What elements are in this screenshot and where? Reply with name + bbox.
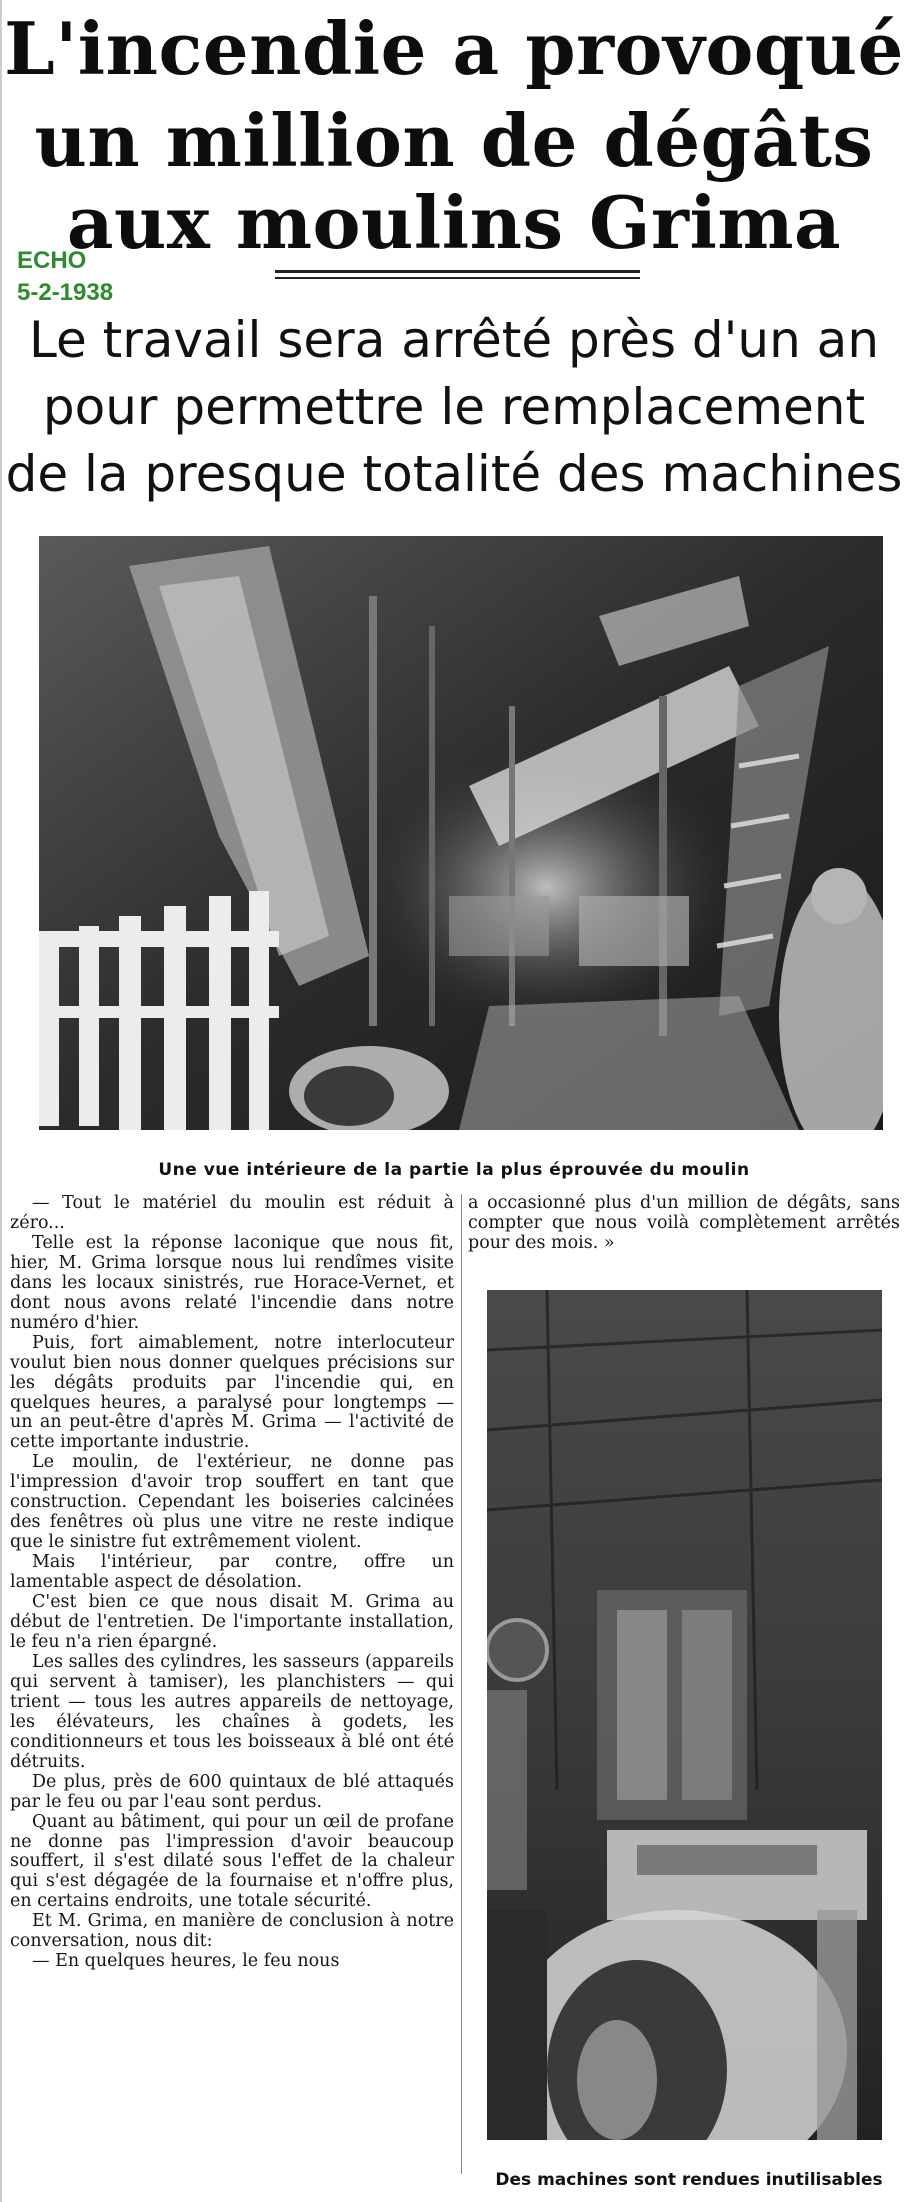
subheadline-line-1: Le travail sera arrêté près d'un an (28, 311, 880, 369)
paragraph: Puis, fort aimablement, notre interlocuteur voulut bien nous donner quelques précisions sur les dégâts produits par l'incendie qui, en quelques heures, a paralysé pour longtemps — un an peut-être d'après M. Grima — l'activité de cette importante industrie. (10, 1332, 454, 1453)
side-photo-caption: Des machines sont rendues inutilisables (495, 2170, 883, 2190)
paragraph: Et M. Grima, en manière de conclusion à notre conversation, nous dit: (10, 1911, 454, 1952)
double-rule-divider (275, 270, 640, 279)
subheadline-line-3: de la presque totalité des machines (5, 445, 903, 503)
mill-interior-photo (39, 536, 883, 1130)
paragraph: Le moulin, de l'extérieur, ne donne pas l'impression d'avoir trop souffert en tant que construction. Cependant les boiseries calcinées des fenêtres où plus une vitre ne reste indique que le sinistre fut extrêmement violent. (10, 1452, 454, 1553)
column-divider (461, 1194, 462, 2174)
paragraph: Quant au bâtiment, qui pour un œil de profane ne donne pas l'impression d'avoir beaucoup souffert, il s'est dilaté sous l'effet de la chaleur qui s'est dégagée de la fournaise et n'offre plus, en certains endroits, une totale sécurité. (10, 1811, 454, 1912)
headline-line-3: aux moulins Grima (66, 180, 842, 265)
paragraph: De plus, près de 600 quintaux de blé attaqués par le feu ou par l'eau sont perdus. (10, 1771, 454, 1812)
paragraph: Mais l'intérieur, par contre, offre un lamentable aspect de désolation. (10, 1552, 454, 1593)
paragraph: Telle est la réponse laconique que nous fit, hier, M. Grima lorsque nous lui rendîmes visite dans les locaux sinistrés, rue Horace-Vernet, et dont nous avons relaté l'incendie dans notre numéro d'hier. (10, 1232, 454, 1333)
machines-photo (487, 1290, 882, 2140)
top-photo-caption: Une vue intérieure de la partie la plus éprouvée du moulin (158, 1160, 750, 1180)
subheadline-line-2: pour permettre le remplacement (42, 378, 866, 436)
headline-line-2: un million de dégâts (34, 98, 874, 183)
date-stamp: 5-2-1938 (17, 279, 114, 306)
paragraph-continuation: a occasionné plus d'un million de dégâts, sans compter que nous voilà complètement arrêtés pour des mois. » (468, 1193, 900, 1253)
paragraph: Les salles des cylindres, les sasseurs (appareils qui servent à tamiser), les planchisters — qui trient — tous les autres appareils de nettoyage, les élévateurs, les chaînes à godets, les conditionneurs et tous les boisseaux à blé ont été détruits. (10, 1651, 454, 1772)
headline-line-1: L'incendie a provoqué (4, 6, 904, 91)
paragraph: — En quelques heures, le feu nous (32, 1951, 340, 1972)
paragraph: C'est bien ce que nous disait M. Grima au début de l'entretien. De l'importante installation, le feu n'a rien épargné. (10, 1592, 454, 1652)
paragraph: — Tout le matériel du moulin est réduit à zéro... (10, 1193, 454, 1233)
source-stamp: ECHO (17, 247, 87, 274)
article-column-1 (10, 1194, 454, 1972)
article-column-2 (468, 1194, 900, 1254)
